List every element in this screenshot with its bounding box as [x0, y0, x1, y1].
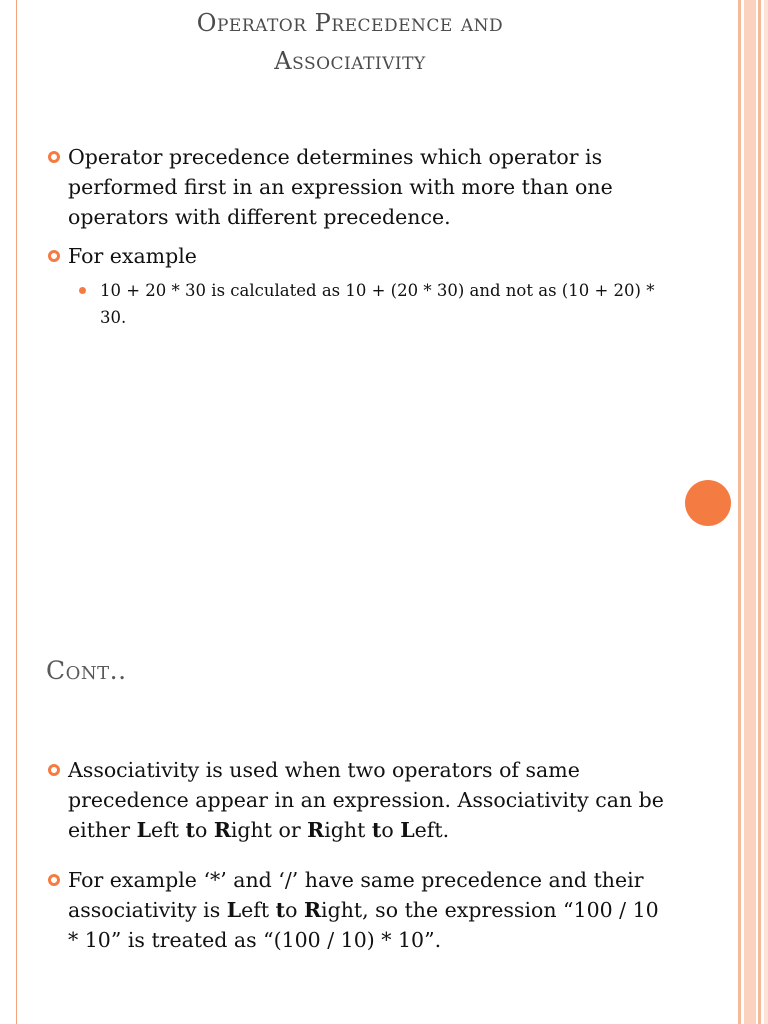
text-run: o: [285, 898, 304, 922]
ring-bullet-icon: [48, 250, 60, 262]
title-line-1: Operator Precedence and: [196, 9, 504, 37]
list-item: [48, 865, 668, 955]
stripe: [744, 0, 756, 1024]
bold-letter: R: [307, 818, 325, 842]
ring-bullet-icon: [48, 151, 60, 163]
text-run: eft: [151, 818, 186, 842]
text-run: o: [381, 818, 401, 842]
bold-letter: t: [371, 818, 382, 842]
text-run: Associativity is used when two operators of same precedence appear in an expression. Associativity can be either: [68, 758, 664, 842]
stripe: [764, 0, 768, 1024]
text-run: ight: [324, 818, 372, 842]
slide1-bullet-list: [48, 142, 668, 331]
bold-letter: R: [303, 898, 322, 922]
bold-letter: R: [213, 818, 231, 842]
right-decorative-band: [738, 0, 768, 1024]
list-item: [48, 241, 668, 271]
slide-divider-dot: [685, 480, 731, 526]
bold-letter: L: [136, 818, 151, 842]
text-run: eft: [241, 898, 276, 922]
bullet-text: For example: [68, 244, 197, 268]
stripe: [758, 0, 761, 1024]
slide-title: Cont..: [46, 656, 127, 685]
list-item: [48, 755, 668, 845]
bold-letter: L: [400, 818, 415, 842]
sub-list-item: [48, 277, 668, 331]
text-run: o: [194, 818, 214, 842]
bold-letter: L: [226, 898, 242, 922]
text-run: ight or: [230, 818, 308, 842]
stripe: [738, 0, 741, 1024]
bullet-text: Operator precedence determines which operator is performed first in an expression with more than one operators with different precedence.: [68, 145, 613, 229]
bullet-text: [68, 868, 659, 952]
list-item: [48, 142, 668, 232]
sub-bullet-text: 10 + 20 * 30 is calculated as 10 + (20 * 30) and not as (10 + 20) * 30.: [100, 281, 655, 327]
text-run: eft.: [414, 818, 450, 842]
left-rule: [16, 0, 17, 1024]
ring-bullet-icon: [48, 874, 60, 886]
bullet-text: [68, 758, 664, 842]
text-run: ight, so the expression “100 / 10 * 10” is treated as “(100 / 10) * 10”.: [68, 898, 659, 952]
slide-title: [40, 4, 660, 80]
ring-bullet-icon: [48, 764, 60, 776]
bold-letter: t: [275, 898, 286, 922]
text-run: For example ‘*’ and ‘/’ have same precedence and their associativity is: [68, 868, 644, 922]
bold-letter: t: [185, 818, 195, 842]
dot-bullet-icon: [79, 287, 86, 294]
title-line-2: Associativity: [274, 47, 426, 75]
slide2-bullet-list: [48, 755, 668, 955]
